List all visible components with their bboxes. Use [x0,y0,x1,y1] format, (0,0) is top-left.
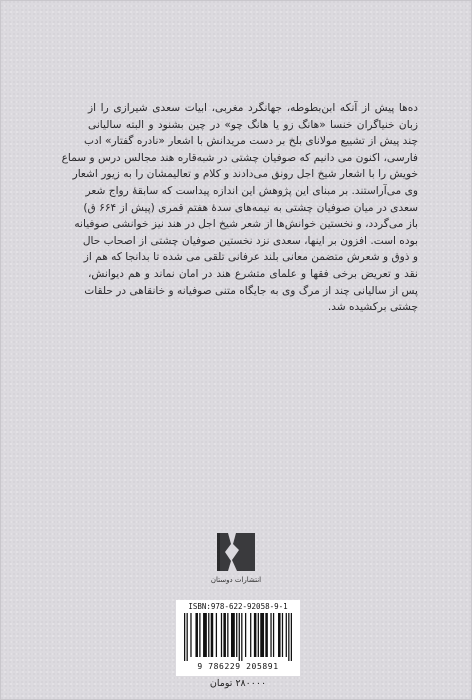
blurb-line: ده‌ها پیش از آنکه ابن‌بطوطه، جهانگرد مغربی، ابیات سعدی شیرازی را از [88,102,418,114]
blurb-line: خویش را با اشعار شیخ اجل رونق می‌دادند و کلام و تعالیمشان را به زیور اشعار [72,168,418,181]
publisher-name: انتشارات دوستان [210,576,262,584]
barcode-bar [273,613,274,657]
barcode-bar [278,613,281,657]
blurb-line: چند پیش از تشییع مولانای بلخ بر دست مریدانش با اشعار «نادره گفتار» ادب [84,135,418,148]
barcode-bar [199,613,200,657]
barcode-bar [258,613,259,657]
barcode-bar [184,613,185,661]
barcode-bar [270,613,271,657]
barcode-bar [195,613,198,657]
blurb-line: نقد و تعریض برخی فقها و علمای متشرع هند در امان نماند و هم دیوانش، [88,267,418,280]
price-label: ۲۸۰۰۰۰ تومان [209,678,267,689]
barcode-bar [216,613,217,657]
barcode-bar [221,613,222,657]
blurb-line: سعدی در میان صوفیان چشتی به نیمه‌های سدهٔ هفتم قمری (پیش از ۶۶۴ ق) [83,201,418,214]
barcode-label [176,600,300,676]
barcode-bar [190,613,191,657]
barcode-bar [241,613,242,661]
isbn-text: ISBN:978-622-92058-9-1 [188,602,288,611]
barcode-bar [223,613,226,657]
barcode-bar [288,613,289,661]
barcode-bar [187,613,188,661]
blurb-line: چشتی برکشیده شد. [327,301,418,314]
barcode-bar [245,613,246,657]
barcode-bar [254,613,257,657]
barcode-bar [227,613,228,657]
barcode-bar [239,613,240,661]
barcode-bar [203,613,207,657]
barcode-bar [236,613,237,657]
blurb-line: بوده است. افزون بر اینها، سعدی نزد نخستین صوفیان چشتی از اصحاب حال [82,234,418,247]
ean-digits: 9 786229 205891 [197,662,279,671]
blurb-line: فارسی، اکنون می دانیم که صوفیان چشتی در شبه‌قاره هند مجالس درس و سماع [61,151,418,164]
barcode-bar [250,613,251,657]
blurb-line: پس از سالیانی چند از مرگ وی به جایگاه متنی صوفیانه و خانقاهی در حلقات [84,284,418,297]
barcode-bar [265,613,268,657]
blurb-text [61,100,418,316]
blurb-line: زبان خنیاگران خنسا «هانگ زو یا هانگ چو» در چین بشنود و البته سالیانی [88,118,418,131]
barcode-bar [260,613,264,657]
barcode-bar [286,613,287,657]
barcode-bar [282,613,283,657]
blurb-line: باز می‌گردد، و نخستین خوانش‌ها از شعر شیخ اجل در هند نیز خوانشی صوفیانه [74,218,418,231]
barcode-bar [208,613,209,657]
barcode-bar [211,613,214,657]
barcode-bar [231,613,235,657]
barcode-bar [291,613,292,661]
blurb-line: و ذوق و شعرش متضمن معانی بلند عرفانی تلقی می شده تا بدانجا که هم از [83,251,418,264]
dustan-publisher-logo-icon [214,530,258,574]
barcode-bars [184,613,292,661]
blurb-line: وی می‌آراستند. بر مبنای این پژوهش این اندازه پیداست که سابقهٔ رواج شعر [85,184,418,197]
